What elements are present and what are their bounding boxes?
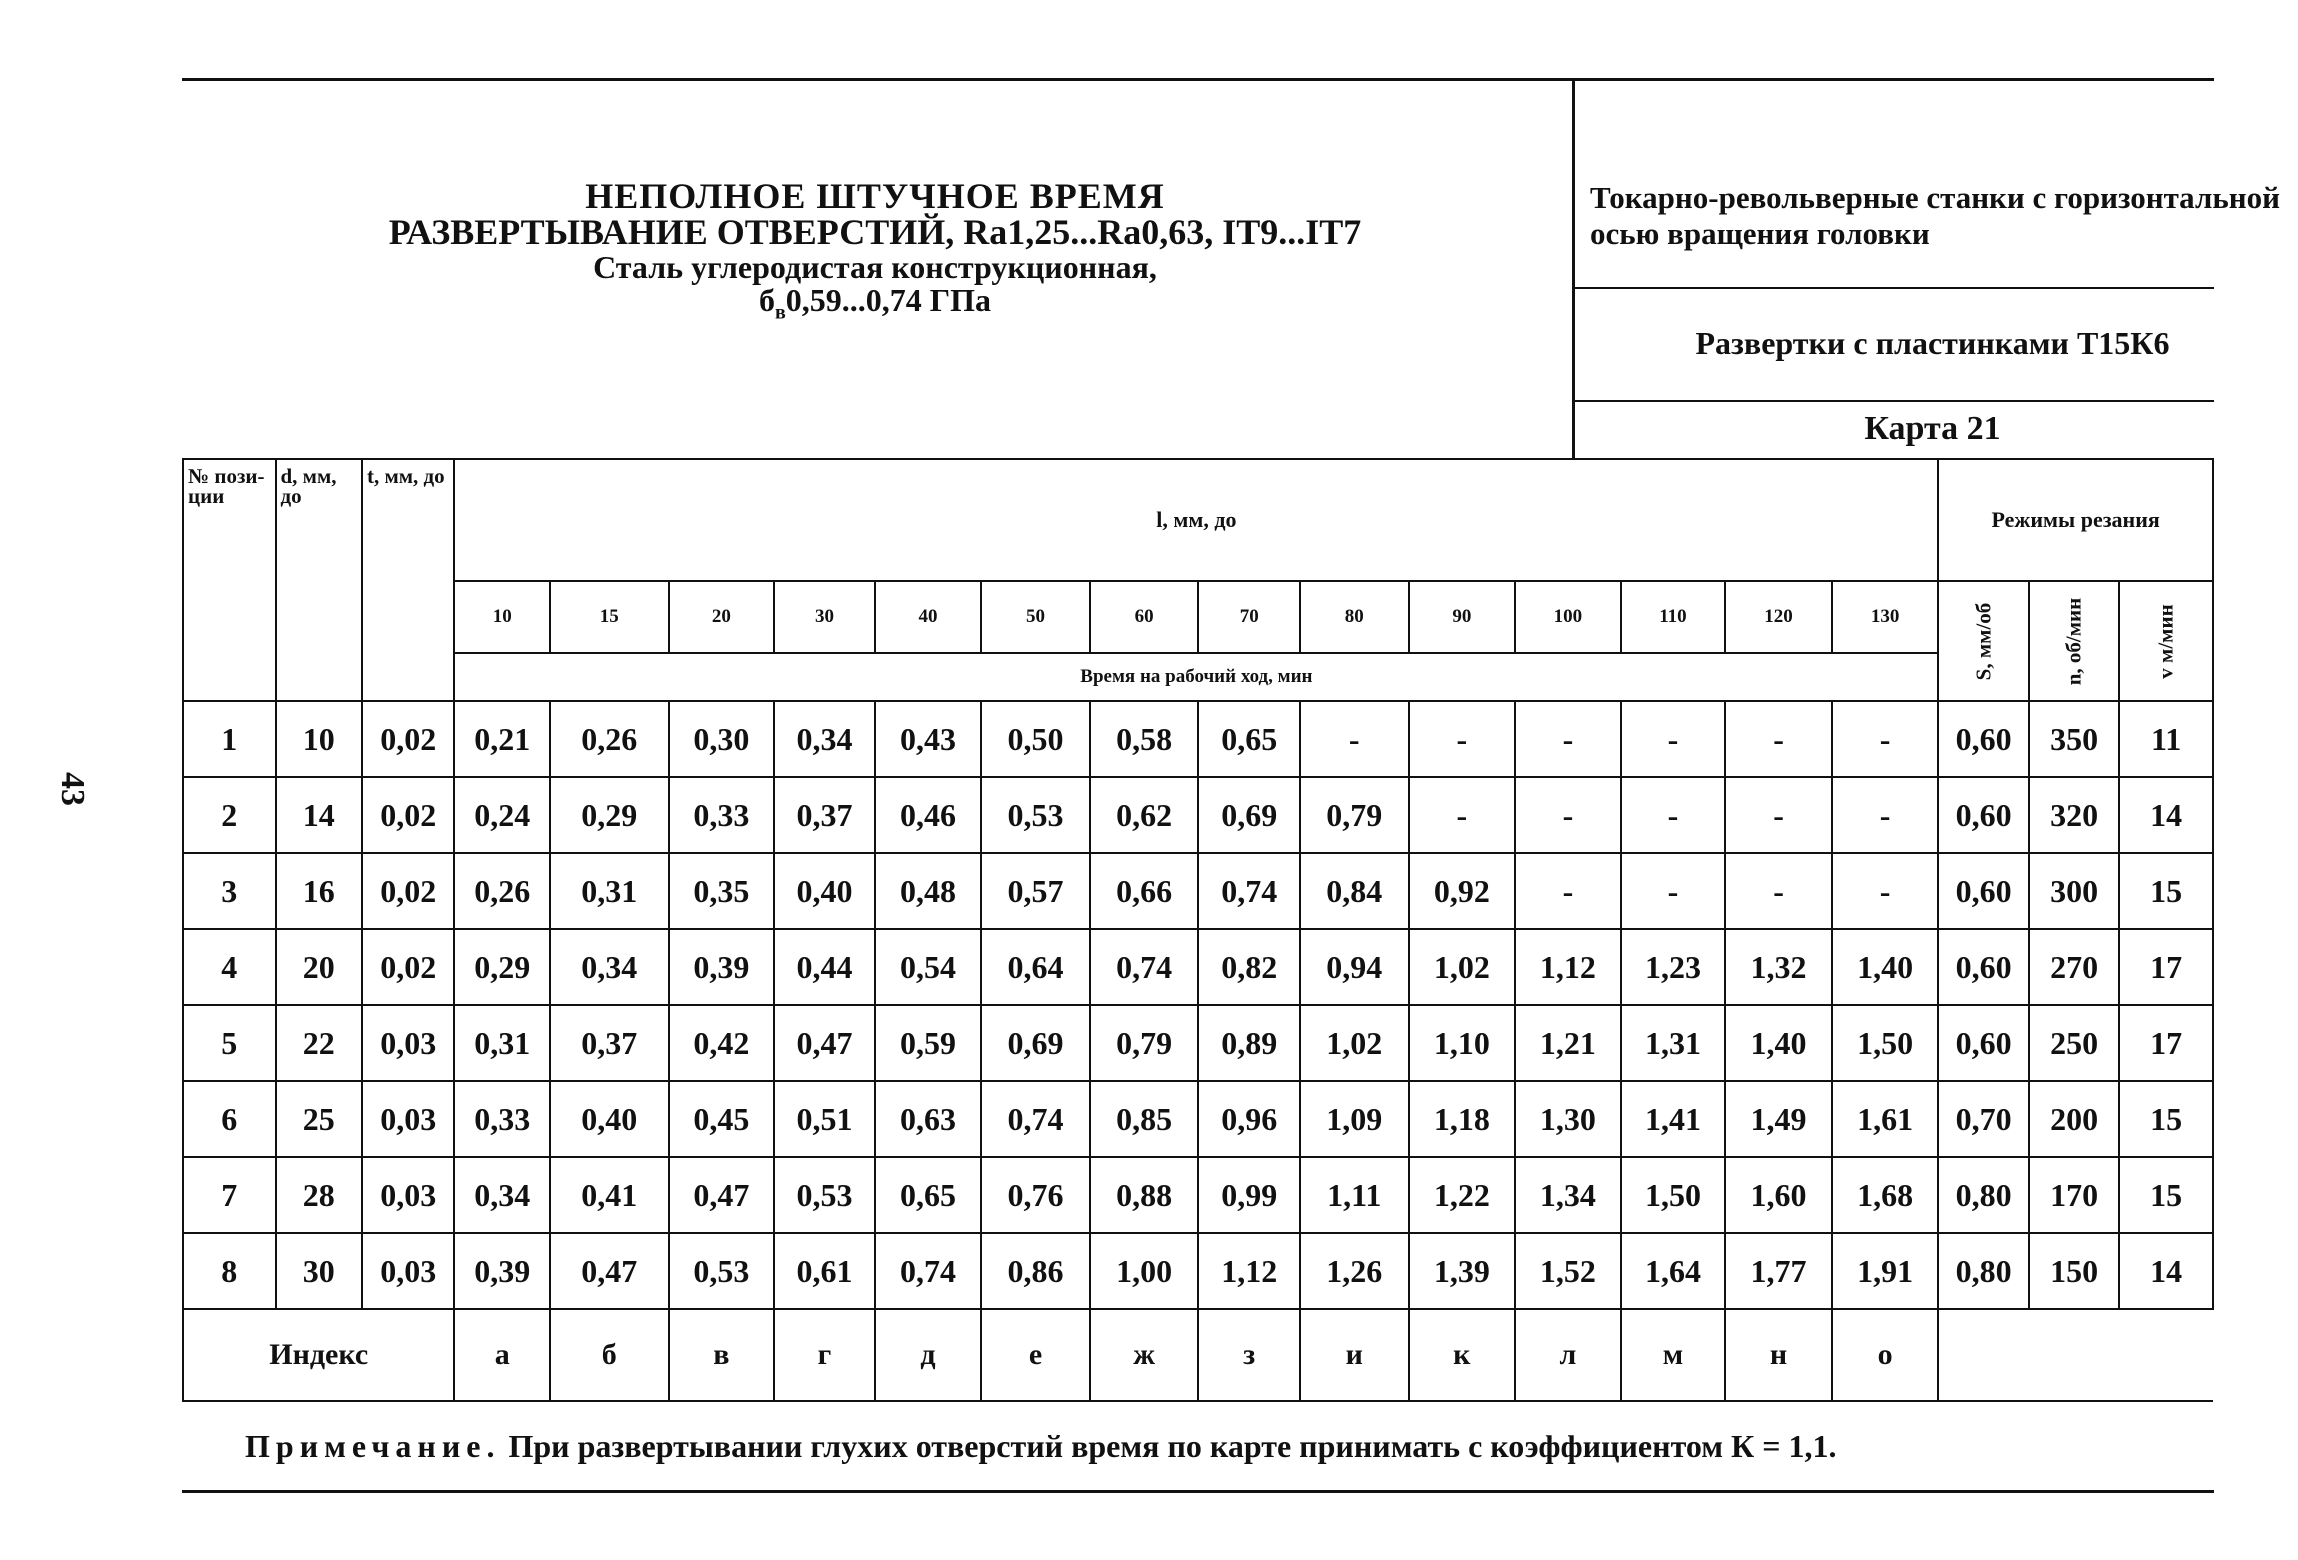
cell-time: 1,11 xyxy=(1300,1157,1409,1233)
cell-time: 1,12 xyxy=(1515,929,1621,1005)
cell-v: 11 xyxy=(2119,701,2213,777)
cell-time: 0,58 xyxy=(1090,701,1199,777)
cell-time: 0,92 xyxy=(1409,853,1516,929)
machine-type: Токарно-револьверные станки с горизонтальной осью вращения головки xyxy=(1590,180,2280,251)
index-letter: д xyxy=(875,1309,982,1401)
cell-time: 1,50 xyxy=(1832,1005,1939,1081)
cell-n: 150 xyxy=(2029,1233,2119,1309)
l-value: 90 xyxy=(1409,581,1516,653)
cell-time: 0,69 xyxy=(1198,777,1300,853)
time-table xyxy=(182,458,2214,1402)
cell-time: 0,39 xyxy=(669,929,775,1005)
cell-t: 0,03 xyxy=(362,1233,455,1309)
cell-time: 1,10 xyxy=(1409,1005,1516,1081)
cell-time: 1,18 xyxy=(1409,1081,1516,1157)
l-value: 100 xyxy=(1515,581,1621,653)
cell-pos: 2 xyxy=(183,777,276,853)
table-row xyxy=(183,1233,2213,1309)
table-row xyxy=(183,701,2213,777)
cell-time: 0,65 xyxy=(875,1157,982,1233)
cell-time: 0,99 xyxy=(1198,1157,1300,1233)
cell-s: 0,80 xyxy=(1938,1233,2028,1309)
sigma-symbol: б xyxy=(758,282,775,318)
cell-time: 1,31 xyxy=(1621,1005,1726,1081)
cell-time: - xyxy=(1725,701,1832,777)
cell-time: 0,51 xyxy=(774,1081,875,1157)
cell-time: 1,61 xyxy=(1832,1081,1939,1157)
cell-d: 20 xyxy=(276,929,362,1005)
cell-t: 0,02 xyxy=(362,929,455,1005)
sigma-subscript: в xyxy=(774,301,786,324)
cell-time: 0,69 xyxy=(981,1005,1090,1081)
cell-s: 0,60 xyxy=(1938,701,2028,777)
l-value: 40 xyxy=(875,581,982,653)
header-position: № пози-ции xyxy=(183,459,276,701)
cell-time: 0,33 xyxy=(669,777,775,853)
cell-time: 0,47 xyxy=(669,1157,775,1233)
cell-time: 1,22 xyxy=(1409,1157,1516,1233)
cell-v: 15 xyxy=(2119,1081,2213,1157)
cell-time: 0,26 xyxy=(550,701,669,777)
cell-d: 10 xyxy=(276,701,362,777)
header-depth: t, мм, до xyxy=(362,459,455,701)
cell-time: 0,31 xyxy=(550,853,669,929)
cell-time: - xyxy=(1515,701,1621,777)
cell-time: 0,34 xyxy=(550,929,669,1005)
cell-time: 0,30 xyxy=(669,701,775,777)
cell-s: 0,60 xyxy=(1938,777,2028,853)
cell-pos: 3 xyxy=(183,853,276,929)
cell-time: 0,84 xyxy=(1300,853,1409,929)
cell-s: 0,60 xyxy=(1938,853,2028,929)
cell-t: 0,03 xyxy=(362,1081,455,1157)
cell-time: 1,68 xyxy=(1832,1157,1939,1233)
index-letter: и xyxy=(1300,1309,1409,1401)
index-letter: к xyxy=(1409,1309,1516,1401)
cell-time: 0,26 xyxy=(454,853,550,929)
cell-time: 0,53 xyxy=(774,1157,875,1233)
cell-time: 0,24 xyxy=(454,777,550,853)
l-value: 30 xyxy=(774,581,875,653)
cell-time: 1,64 xyxy=(1621,1233,1726,1309)
cell-time: 1,12 xyxy=(1198,1233,1300,1309)
cell-t: 0,03 xyxy=(362,1157,455,1233)
index-letter: б xyxy=(550,1309,669,1401)
l-value: 110 xyxy=(1621,581,1726,653)
table-row xyxy=(183,853,2213,929)
cell-time: 0,42 xyxy=(669,1005,775,1081)
cell-time: 0,57 xyxy=(981,853,1090,929)
l-value: 70 xyxy=(1198,581,1300,653)
index-letter: ж xyxy=(1090,1309,1199,1401)
l-value: 50 xyxy=(981,581,1090,653)
cell-time: 1,49 xyxy=(1725,1081,1832,1157)
title-line-1: НЕПОЛНОЕ ШТУЧНОЕ ВРЕМЯ xyxy=(585,176,1165,216)
cell-time: 0,74 xyxy=(1198,853,1300,929)
index-letter: а xyxy=(454,1309,550,1401)
cell-time: - xyxy=(1725,777,1832,853)
table-row xyxy=(183,1157,2213,1233)
cell-time: 0,74 xyxy=(981,1081,1090,1157)
cell-time: 0,63 xyxy=(875,1081,982,1157)
cell-time: 0,53 xyxy=(669,1233,775,1309)
cell-time: 0,74 xyxy=(1090,929,1199,1005)
cell-n: 270 xyxy=(2029,929,2119,1005)
cell-time: 0,43 xyxy=(875,701,982,777)
cell-time: 0,47 xyxy=(774,1005,875,1081)
cell-time: 1,41 xyxy=(1621,1081,1726,1157)
header-feed xyxy=(1938,581,2028,701)
cell-time: 0,35 xyxy=(669,853,775,929)
cell-time: 0,40 xyxy=(550,1081,669,1157)
cell-t: 0,03 xyxy=(362,1005,455,1081)
title-block xyxy=(250,178,1500,328)
index-letter: м xyxy=(1621,1309,1726,1401)
header-diameter: d, мм, до xyxy=(276,459,362,701)
header-divider-2 xyxy=(1575,400,2214,402)
index-letter: з xyxy=(1198,1309,1300,1401)
table-row xyxy=(183,1005,2213,1081)
l-value: 20 xyxy=(669,581,775,653)
cell-time: 0,45 xyxy=(669,1081,775,1157)
header-divider-1 xyxy=(1575,287,2214,289)
title-line-2: РАЗВЕРТЫВАНИЕ ОТВЕРСТИЙ, Ra1,25...Ra0,63, IT9...IT7 xyxy=(388,212,1362,252)
header-modes: Режимы резания xyxy=(1938,459,2213,581)
cell-time: 1,00 xyxy=(1090,1233,1199,1309)
table-row xyxy=(183,1081,2213,1157)
l-value: 10 xyxy=(454,581,550,653)
index-letter: г xyxy=(774,1309,875,1401)
cell-time: 0,74 xyxy=(875,1233,982,1309)
cell-time: 0,21 xyxy=(454,701,550,777)
cell-t: 0,02 xyxy=(362,777,455,853)
card-number: Карта 21 xyxy=(1864,410,2001,447)
cell-time: 0,79 xyxy=(1300,777,1409,853)
cell-d: 16 xyxy=(276,853,362,929)
cell-t: 0,02 xyxy=(362,701,455,777)
index-letter: н xyxy=(1725,1309,1832,1401)
cell-time: - xyxy=(1832,853,1939,929)
cell-time: - xyxy=(1621,853,1726,929)
tool-type: Развертки с пластинками Т15К6 xyxy=(1695,325,2170,361)
cell-time: - xyxy=(1300,701,1409,777)
cell-time: - xyxy=(1621,701,1726,777)
cell-time: 0,47 xyxy=(550,1233,669,1309)
cell-s: 0,60 xyxy=(1938,1005,2028,1081)
index-letter: о xyxy=(1832,1309,1939,1401)
cell-time: 1,50 xyxy=(1621,1157,1726,1233)
cell-time: 0,37 xyxy=(550,1005,669,1081)
top-rule xyxy=(182,78,2214,81)
cell-time: 1,34 xyxy=(1515,1157,1621,1233)
cell-time: 0,96 xyxy=(1198,1081,1300,1157)
cell-d: 25 xyxy=(276,1081,362,1157)
cell-time: 1,40 xyxy=(1725,1005,1832,1081)
l-value: 120 xyxy=(1725,581,1832,653)
cell-time: - xyxy=(1515,853,1621,929)
footnote-prefix: Примечание. xyxy=(245,1428,501,1464)
cell-time: 1,26 xyxy=(1300,1233,1409,1309)
cell-v: 14 xyxy=(2119,777,2213,853)
cell-time: 1,77 xyxy=(1725,1233,1832,1309)
cell-time: 0,46 xyxy=(875,777,982,853)
cell-time: 1,91 xyxy=(1832,1233,1939,1309)
cell-time: 0,29 xyxy=(550,777,669,853)
table-row xyxy=(183,929,2213,1005)
cell-time: 1,32 xyxy=(1725,929,1832,1005)
cell-time: 0,54 xyxy=(875,929,982,1005)
cell-time: - xyxy=(1409,777,1516,853)
l-value: 60 xyxy=(1090,581,1199,653)
cell-time: 0,82 xyxy=(1198,929,1300,1005)
cell-time: 0,65 xyxy=(1198,701,1300,777)
cell-pos: 4 xyxy=(183,929,276,1005)
cell-n: 350 xyxy=(2029,701,2119,777)
cell-time: 0,62 xyxy=(1090,777,1199,853)
cell-time: 1,40 xyxy=(1832,929,1939,1005)
cell-t: 0,02 xyxy=(362,853,455,929)
index-letter: в xyxy=(669,1309,775,1401)
cell-time: - xyxy=(1832,777,1939,853)
strength-range: 0,59...0,74 ГПа xyxy=(785,282,992,318)
cell-v: 17 xyxy=(2119,1005,2213,1081)
cell-n: 200 xyxy=(2029,1081,2119,1157)
cell-d: 14 xyxy=(276,777,362,853)
footnote xyxy=(245,1428,1836,1465)
title-line-3: Сталь углеродистая конструкционная, xyxy=(593,249,1157,285)
cell-pos: 1 xyxy=(183,701,276,777)
cell-time: 0,61 xyxy=(774,1233,875,1309)
cell-v: 14 xyxy=(2119,1233,2213,1309)
footnote-text: При развертывании глухих отверстий время по карте принимать с коэффициентом К = 1,1. xyxy=(500,1428,1837,1464)
cell-time: 1,02 xyxy=(1300,1005,1409,1081)
index-letter: л xyxy=(1515,1309,1621,1401)
title-line-4 xyxy=(250,284,1500,328)
cell-v: 15 xyxy=(2119,853,2213,929)
cell-time: 0,40 xyxy=(774,853,875,929)
cell-time: 0,48 xyxy=(875,853,982,929)
header-length: l, мм, до xyxy=(454,459,1938,581)
cell-s: 0,70 xyxy=(1938,1081,2028,1157)
cell-d: 30 xyxy=(276,1233,362,1309)
cell-s: 0,80 xyxy=(1938,1157,2028,1233)
cell-v: 17 xyxy=(2119,929,2213,1005)
header-time: Время на рабочий ход, мин xyxy=(454,653,1938,701)
index-letter: е xyxy=(981,1309,1090,1401)
cell-time: 0,86 xyxy=(981,1233,1090,1309)
cell-n: 300 xyxy=(2029,853,2119,929)
cell-s: 0,60 xyxy=(1938,929,2028,1005)
cell-time: 0,85 xyxy=(1090,1081,1199,1157)
cell-d: 22 xyxy=(276,1005,362,1081)
cell-time: 0,34 xyxy=(454,1157,550,1233)
cell-time: 0,33 xyxy=(454,1081,550,1157)
cell-time: 0,64 xyxy=(981,929,1090,1005)
cell-n: 250 xyxy=(2029,1005,2119,1081)
cell-d: 28 xyxy=(276,1157,362,1233)
index-label: Индекс xyxy=(183,1309,454,1401)
cell-time: 1,02 xyxy=(1409,929,1516,1005)
header-velocity xyxy=(2119,581,2213,701)
cell-n: 170 xyxy=(2029,1157,2119,1233)
speed-label: n, об/мин xyxy=(2061,597,2086,685)
l-value: 80 xyxy=(1300,581,1409,653)
velocity-label: v м/мин xyxy=(2153,603,2178,679)
cell-time: 0,79 xyxy=(1090,1005,1199,1081)
cell-pos: 7 xyxy=(183,1157,276,1233)
cell-time: 0,76 xyxy=(981,1157,1090,1233)
cell-time: 0,34 xyxy=(774,701,875,777)
table-row xyxy=(183,777,2213,853)
cell-time: - xyxy=(1621,777,1726,853)
cell-time: 0,89 xyxy=(1198,1005,1300,1081)
cell-time: 0,29 xyxy=(454,929,550,1005)
cell-time: - xyxy=(1409,701,1516,777)
cell-time: 0,31 xyxy=(454,1005,550,1081)
cell-time: 0,59 xyxy=(875,1005,982,1081)
header-speed xyxy=(2029,581,2119,701)
cell-time: 0,53 xyxy=(981,777,1090,853)
cell-time: - xyxy=(1832,701,1939,777)
cell-time: 0,66 xyxy=(1090,853,1199,929)
l-value: 15 xyxy=(550,581,669,653)
index-row xyxy=(183,1309,2213,1401)
cell-time: 1,39 xyxy=(1409,1233,1516,1309)
page-number: 43 xyxy=(54,772,91,806)
cell-time: 0,94 xyxy=(1300,929,1409,1005)
cell-time: 1,21 xyxy=(1515,1005,1621,1081)
cell-time: - xyxy=(1515,777,1621,853)
cell-n: 320 xyxy=(2029,777,2119,853)
cell-time: 1,09 xyxy=(1300,1081,1409,1157)
cell-pos: 6 xyxy=(183,1081,276,1157)
cell-time: 0,50 xyxy=(981,701,1090,777)
cell-time: 0,88 xyxy=(1090,1157,1199,1233)
cell-time: 1,30 xyxy=(1515,1081,1621,1157)
l-value: 130 xyxy=(1832,581,1939,653)
cell-time: 0,44 xyxy=(774,929,875,1005)
cell-time: 0,37 xyxy=(774,777,875,853)
cell-time: 1,23 xyxy=(1621,929,1726,1005)
feed-label: S, мм/об xyxy=(1971,602,1996,680)
index-empty xyxy=(1938,1309,2213,1401)
cell-pos: 5 xyxy=(183,1005,276,1081)
cell-time: 0,39 xyxy=(454,1233,550,1309)
cell-time: 1,52 xyxy=(1515,1233,1621,1309)
cell-time: 0,41 xyxy=(550,1157,669,1233)
cell-v: 15 xyxy=(2119,1157,2213,1233)
cell-time: 1,60 xyxy=(1725,1157,1832,1233)
cell-time: - xyxy=(1725,853,1832,929)
bottom-rule xyxy=(182,1490,2214,1493)
cell-pos: 8 xyxy=(183,1233,276,1309)
